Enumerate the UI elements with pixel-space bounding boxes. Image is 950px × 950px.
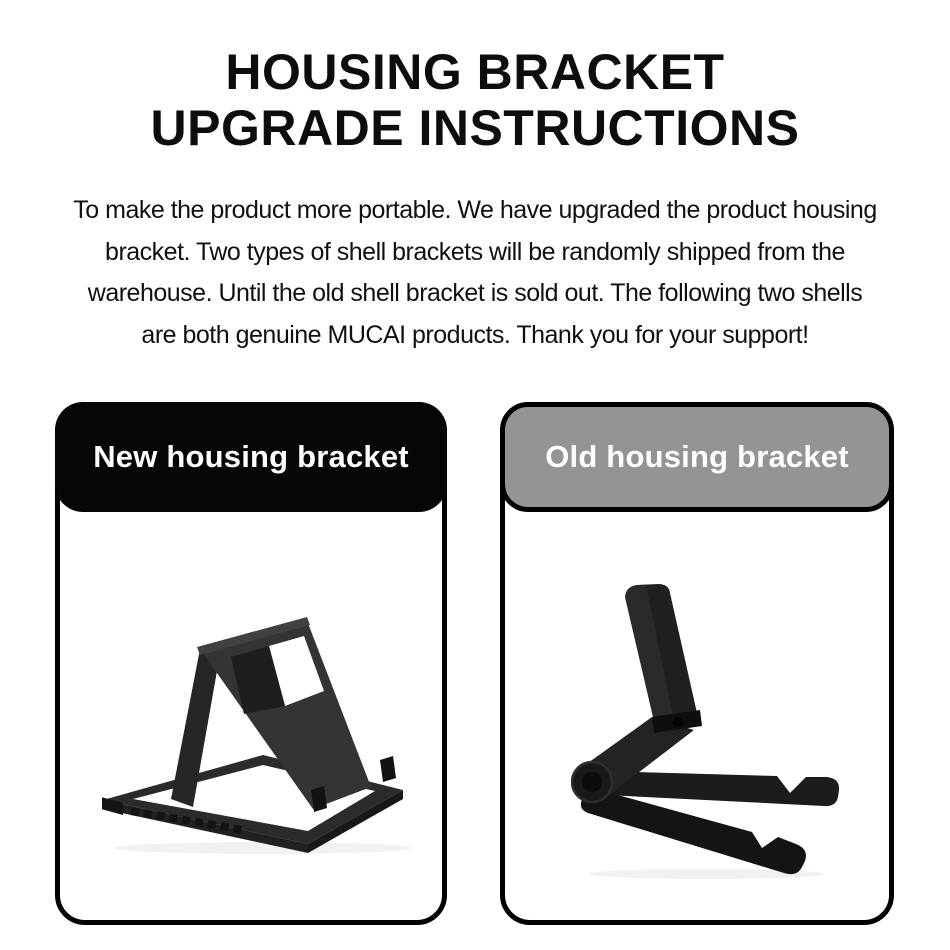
page-title-line-2: UPGRADE INSTRUCTIONS [150,100,800,156]
old-stand-elbow-bolt [673,717,683,727]
old-bracket-stand-image [571,583,845,881]
new-stand-shadow [115,842,411,854]
intro-line-4: are both genuine MUCAI products. Thank you for your support! [141,320,809,349]
panel-new-label: New housing bracket [93,439,409,474]
intro-line-2: bracket. Two types of shell brackets will be randomly shipped from the [105,237,845,266]
intro-line-3: warehouse. Until the old shell bracket is sold out. The following two shells [87,279,863,307]
page-title-line-1: HOUSING BRACKET [225,44,725,100]
intro-paragraph [0,190,950,356]
new-bracket-stand-image [102,617,416,857]
panel-old-label: Old housing bracket [545,439,849,474]
intro-line-1: To make the product more portable. We have upgraded the product housing [73,196,877,224]
new-stand-support-leg [171,649,220,807]
panel-old-header [500,402,894,512]
panel-old-bracket [500,402,894,925]
panel-new-bracket [55,402,447,925]
page-title [0,44,950,156]
panel-new-header [55,402,447,512]
old-stand-hinge-core [582,772,602,792]
new-stand-hook-right [380,756,396,782]
